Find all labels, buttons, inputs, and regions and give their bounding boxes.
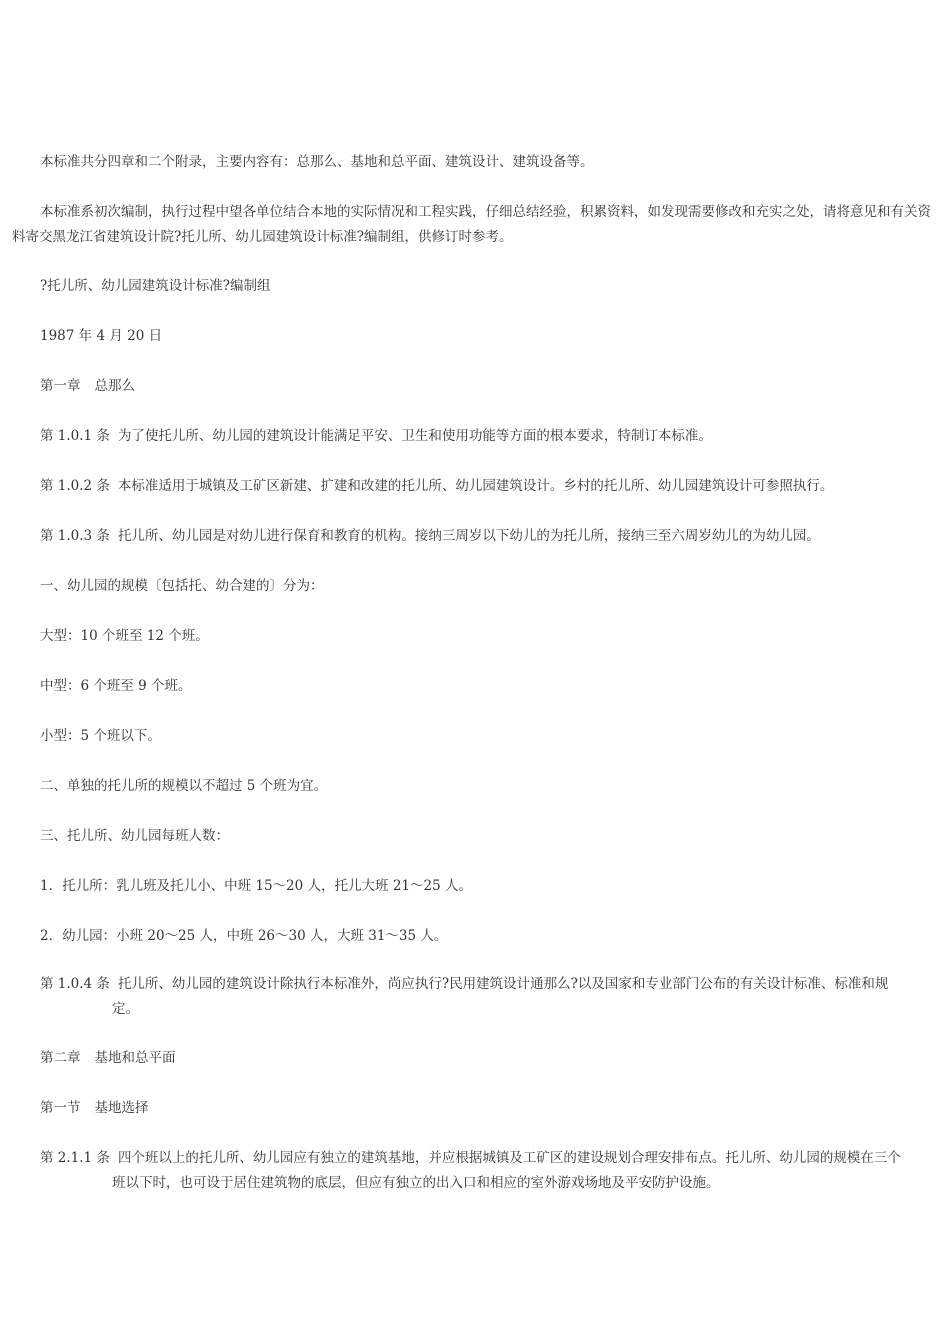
section-title: 基地选择 — [94, 1100, 149, 1116]
chapter-1-heading — [40, 374, 938, 399]
chapter-2-heading — [40, 1046, 938, 1071]
clause-1-0-4 — [40, 972, 910, 1022]
clause-number: 第 1.0.1 条 — [40, 428, 110, 444]
list-item-class-size: 三、托儿所、幼儿园每班人数： — [40, 828, 229, 844]
clause-text: 四个班以上的托儿所、幼儿园应有独立的建筑基地，并应根据城镇及工矿区的建设规划合理安排布点。托儿所、幼儿园的规模在三个班以下时，也可设于居住建筑物的底层，但应有独立的出入口和相应的室外游戏场地及平安防护设施。 — [112, 1150, 901, 1191]
clause-text: 托儿所、幼儿园是对幼儿进行保育和教育的机构。接纳三周岁以下幼儿的为托儿所，接纳三至六周岁幼儿的为幼儿园。 — [117, 528, 820, 544]
chapter-number: 第二章 — [40, 1050, 81, 1066]
list-item-small: 小型：5 个班以下。 — [40, 728, 161, 744]
paragraph-feedback: 本标准系初次编制，执行过程中望各单位结合本地的实际情况和工程实践，仔细总结经验，积累资料，如发现需要修改和充实之处，请将意见和有关资料寄交黑龙江省建筑设计院?托儿所、幼儿园建筑设计标准?编制组，供修订时参考。 — [12, 204, 931, 245]
chapter-number: 第一章 — [40, 378, 81, 394]
clause-1-0-1 — [40, 424, 938, 449]
clause-number: 第 2.1.1 条 — [40, 1150, 110, 1166]
signature-line: ?托儿所、幼儿园建筑设计标准?编制组 — [40, 278, 271, 294]
chapter-title: 基地和总平面 — [94, 1050, 176, 1066]
section-number: 第一节 — [40, 1100, 81, 1116]
clause-number: 第 1.0.4 条 — [40, 976, 110, 992]
clause-1-0-2 — [40, 474, 938, 499]
clause-number: 第 1.0.3 条 — [40, 528, 110, 544]
date-line: 1987 年 4 月 20 日 — [40, 328, 163, 344]
list-item-kindergarten-scale: 一、幼儿园的规模〔包括托、幼合建的〕分为： — [40, 578, 324, 594]
clause-text: 托儿所、幼儿园的建筑设计除执行本标准外，尚应执行?民用建筑设计通那么?以及国家和专业部门公布的有关设计标准、标准和规定。 — [112, 976, 889, 1017]
paragraph-contents: 本标准共分四章和二个附录，主要内容有：总那么、基地和总平面、建筑设计、建筑设备等。 — [40, 154, 594, 170]
list-item-nursery-count: 1．托儿所：乳儿班及托儿小、中班 15～20 人，托儿大班 21～25 人。 — [40, 878, 472, 894]
clause-2-1-1 — [40, 1146, 910, 1196]
list-item-medium: 中型：6 个班至 9 个班。 — [40, 678, 192, 694]
clause-1-0-3 — [40, 524, 938, 549]
clause-number: 第 1.0.2 条 — [40, 478, 110, 494]
chapter-title: 总那么 — [94, 378, 135, 394]
list-item-kindergarten-count: 2．幼儿园：小班 20～25 人，中班 26～30 人，大班 31～35 人。 — [40, 928, 448, 944]
list-item-large: 大型：10 个班至 12 个班。 — [40, 628, 209, 644]
clause-text: 为了使托儿所、幼儿园的建筑设计能满足平安、卫生和使用功能等方面的根本要求，特制订本标准。 — [117, 428, 712, 444]
list-item-nursery-scale: 二、单独的托儿所的规模以不超过 5 个班为宜。 — [40, 778, 328, 794]
clause-text: 本标准适用于城镇及工矿区新建、扩建和改建的托儿所、幼儿园建筑设计。乡村的托儿所、幼儿园建筑设计可参照执行。 — [117, 478, 834, 494]
section-1-heading — [40, 1096, 938, 1121]
